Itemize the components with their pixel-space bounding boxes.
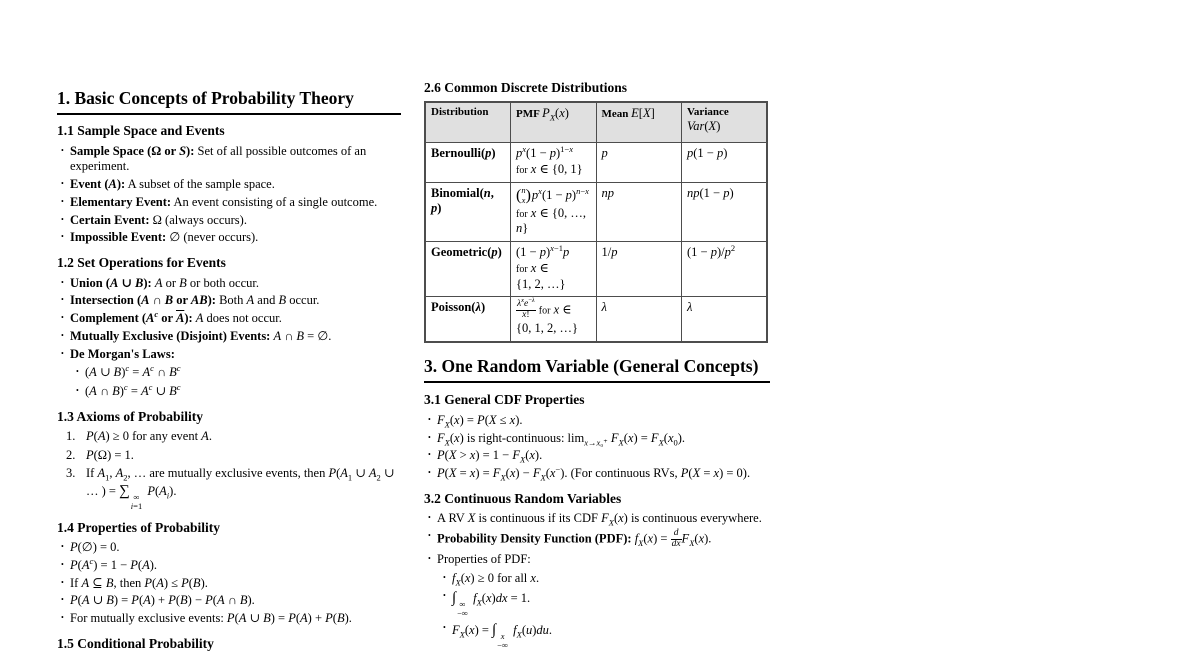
- table-row-bernoulli: [425, 143, 767, 183]
- cell-mean: p: [596, 143, 682, 183]
- list-item: • P(A ∪ B) = P(A) + P(B) − P(A ∩ B).: [70, 593, 401, 609]
- heading-1-5-conditional: 1.5 Conditional Probability: [57, 635, 214, 651]
- cell-mean: np: [596, 182, 682, 242]
- list-item: • (A ∪ $B)^c = A^c$ ∩ $B^c$: [85, 365, 401, 381]
- list-item: • Union (A ∪ B): A or B or both occur.: [70, 276, 401, 292]
- cell-pmf: $\frac{\lambda^xe^{-\lambda}}{x!}$ for x ∈ {0, 1, 2, …}: [511, 297, 597, 342]
- pdf-properties-label: Properties of PDF:: [437, 551, 531, 566]
- cell-distribution-name: Bernoulli(p): [425, 143, 511, 183]
- properties-list: [57, 540, 401, 627]
- cell-variance: p(1 − p): [682, 143, 768, 183]
- heading-1-3-axioms: 1.3 Axioms of Probability: [57, 408, 204, 424]
- item-body: P(A) ≥ 0 for any event A.: [86, 429, 212, 444]
- list-item: • Intersection (A ∩ B or AB): Both A and B occur.: [70, 293, 401, 309]
- list-item: • Sample Space (Ω or S): Set of all possible outcomes of an experiment.: [70, 144, 401, 176]
- table-row-poisson: [425, 297, 767, 342]
- numbered-item: [66, 429, 401, 445]
- numbered-item: [66, 466, 401, 511]
- header-cell-pmf: PMF $P_X(x)$: [511, 102, 597, 143]
- right-column: [424, 80, 770, 653]
- numbered-item: [66, 448, 401, 464]
- list-item: • Probability Density Function (PDF): $f_X(x)$ = $\frac{d}{dx}$ $F_X(x)$.: [437, 529, 770, 550]
- list-item: • $F_X(x)$ is right-continuous: $\lim_{x\to x_0^+} F_X(x) = F_X(x_0)$.: [437, 431, 770, 447]
- cell-pmf: ( n x ) $p^x(1 - p)^{n-x}$ for x ∈ {0, …, n}: [511, 182, 597, 242]
- list-item: • $f_X(x) \ge 0$ for all x.: [452, 571, 770, 587]
- section-1-title: 1. Basic Concepts of Probability Theory: [57, 88, 401, 115]
- section-3-title: 3. One Random Variable (General Concepts): [424, 356, 770, 383]
- discrete-distributions-table: [424, 101, 768, 344]
- header-cell-mean: Mean E[X]: [596, 102, 682, 143]
- list-item: • Certain Event: Ω (always occurs).: [70, 213, 401, 229]
- list-item: • P(∅) = 0.: [70, 540, 401, 556]
- item-body: P(Ω) = 1.: [86, 447, 134, 462]
- item-number: 3.: [66, 465, 76, 480]
- de-morgans-label: De Morgan's Laws:: [70, 346, 175, 361]
- table-row-binomial: [425, 182, 767, 242]
- set-operations-list: [57, 276, 401, 400]
- list-item: • For mutually exclusive events: P(A ∪ B) = P(A) + P(B).: [70, 611, 401, 627]
- item-body: If $A_1$, $A_2$, … are mutually exclusive events, then $P(A_1$ ∪ $A_2$ ∪ … ) = ∑ ∞ i=1 $P(A_i)$.: [86, 465, 395, 511]
- cell-mean: 1/p: [596, 242, 682, 297]
- cell-mean: λ: [596, 297, 682, 342]
- header-cell-distribution: Distribution: [425, 102, 511, 143]
- list-item: • Impossible Event: ∅ (never occurs).: [70, 230, 401, 246]
- cell-distribution-name: Geometric(p): [425, 242, 511, 297]
- de-morgans-sublist: [70, 365, 401, 400]
- list-item: [437, 552, 770, 650]
- list-item: • $F_X(x) = P(X \le x)$.: [437, 413, 770, 429]
- list-item: • Event (A): A subset of the sample space.: [70, 177, 401, 193]
- cell-variance: np(1 − p): [682, 182, 768, 242]
- heading-3-1-cdf-properties: 3.1 General CDF Properties: [424, 392, 585, 408]
- pdf-properties-sublist: [437, 571, 770, 650]
- table-row-geometric: [425, 242, 767, 297]
- list-item: • (A ∩ $B)^c = A^c$ ∪ $B^c$: [85, 384, 401, 400]
- cdf-properties-list: [424, 413, 770, 482]
- heading-1-2-set-operations: 1.2 Set Operations for Events: [57, 255, 226, 271]
- left-column: [57, 88, 401, 651]
- cell-pmf: $p^x(1 - p)^{1-x}$ for x ∈ {0, 1}: [511, 143, 597, 183]
- cell-distribution-name: Binomial(n, p): [425, 182, 511, 242]
- list-item: • Mutually Exclusive (Disjoint) Events: A ∩ B = ∅.: [70, 329, 401, 345]
- list-item: • If A ⊆ B, then P(A) ≤ P(B).: [70, 576, 401, 592]
- continuous-rv-list: [424, 511, 770, 650]
- heading-1-4-properties: 1.4 Properties of Probability: [57, 519, 220, 535]
- list-item: • A RV X is continuous if its CDF $F_X(x)$ is continuous everywhere.: [437, 511, 770, 527]
- axioms-list: [57, 429, 401, 510]
- list-item: • Complement ($A^c$ or $\overline{A}$): A does not occur.: [70, 311, 401, 327]
- heading-2-6-discrete-distributions: 2.6 Common Discrete Distributions: [424, 80, 627, 95]
- cell-distribution-name: Poisson(λ): [425, 297, 511, 342]
- cell-variance: $(1 - p)/p^2$: [682, 242, 768, 297]
- list-item: [70, 347, 401, 400]
- item-number: 2.: [66, 447, 76, 462]
- cell-pmf: $(1 - p)^{x-1}p$ for x ∈ {1, 2, …}: [511, 242, 597, 297]
- table-header-row: [425, 102, 767, 143]
- header-cell-variance: Variance Var(X): [682, 102, 768, 143]
- sample-space-list: [57, 144, 401, 247]
- list-item: • ∫ ∞ −∞ $f_X(x)dx = 1$.: [452, 589, 770, 618]
- heading-1-1-sample-space: 1.1 Sample Space and Events: [57, 123, 225, 139]
- list-item: • $P(A^c) = 1 - P(A)$.: [70, 558, 401, 574]
- list-item: • $F_X(x)$ = ∫ x −∞ $f_X(u)du$.: [452, 621, 770, 650]
- cell-variance: λ: [682, 297, 768, 342]
- list-item: • $P(X > x) = 1 - F_X(x)$.: [437, 448, 770, 464]
- item-number: 1.: [66, 429, 76, 444]
- list-item: • Elementary Event: An event consisting of a single outcome.: [70, 195, 401, 211]
- list-item: • $P(X = x) = F_X(x) - F_X(x^-)$. (For continuous RVs, P(X = x) = 0).: [437, 466, 770, 482]
- heading-3-2-continuous-rv: 3.2 Continuous Random Variables: [424, 490, 622, 506]
